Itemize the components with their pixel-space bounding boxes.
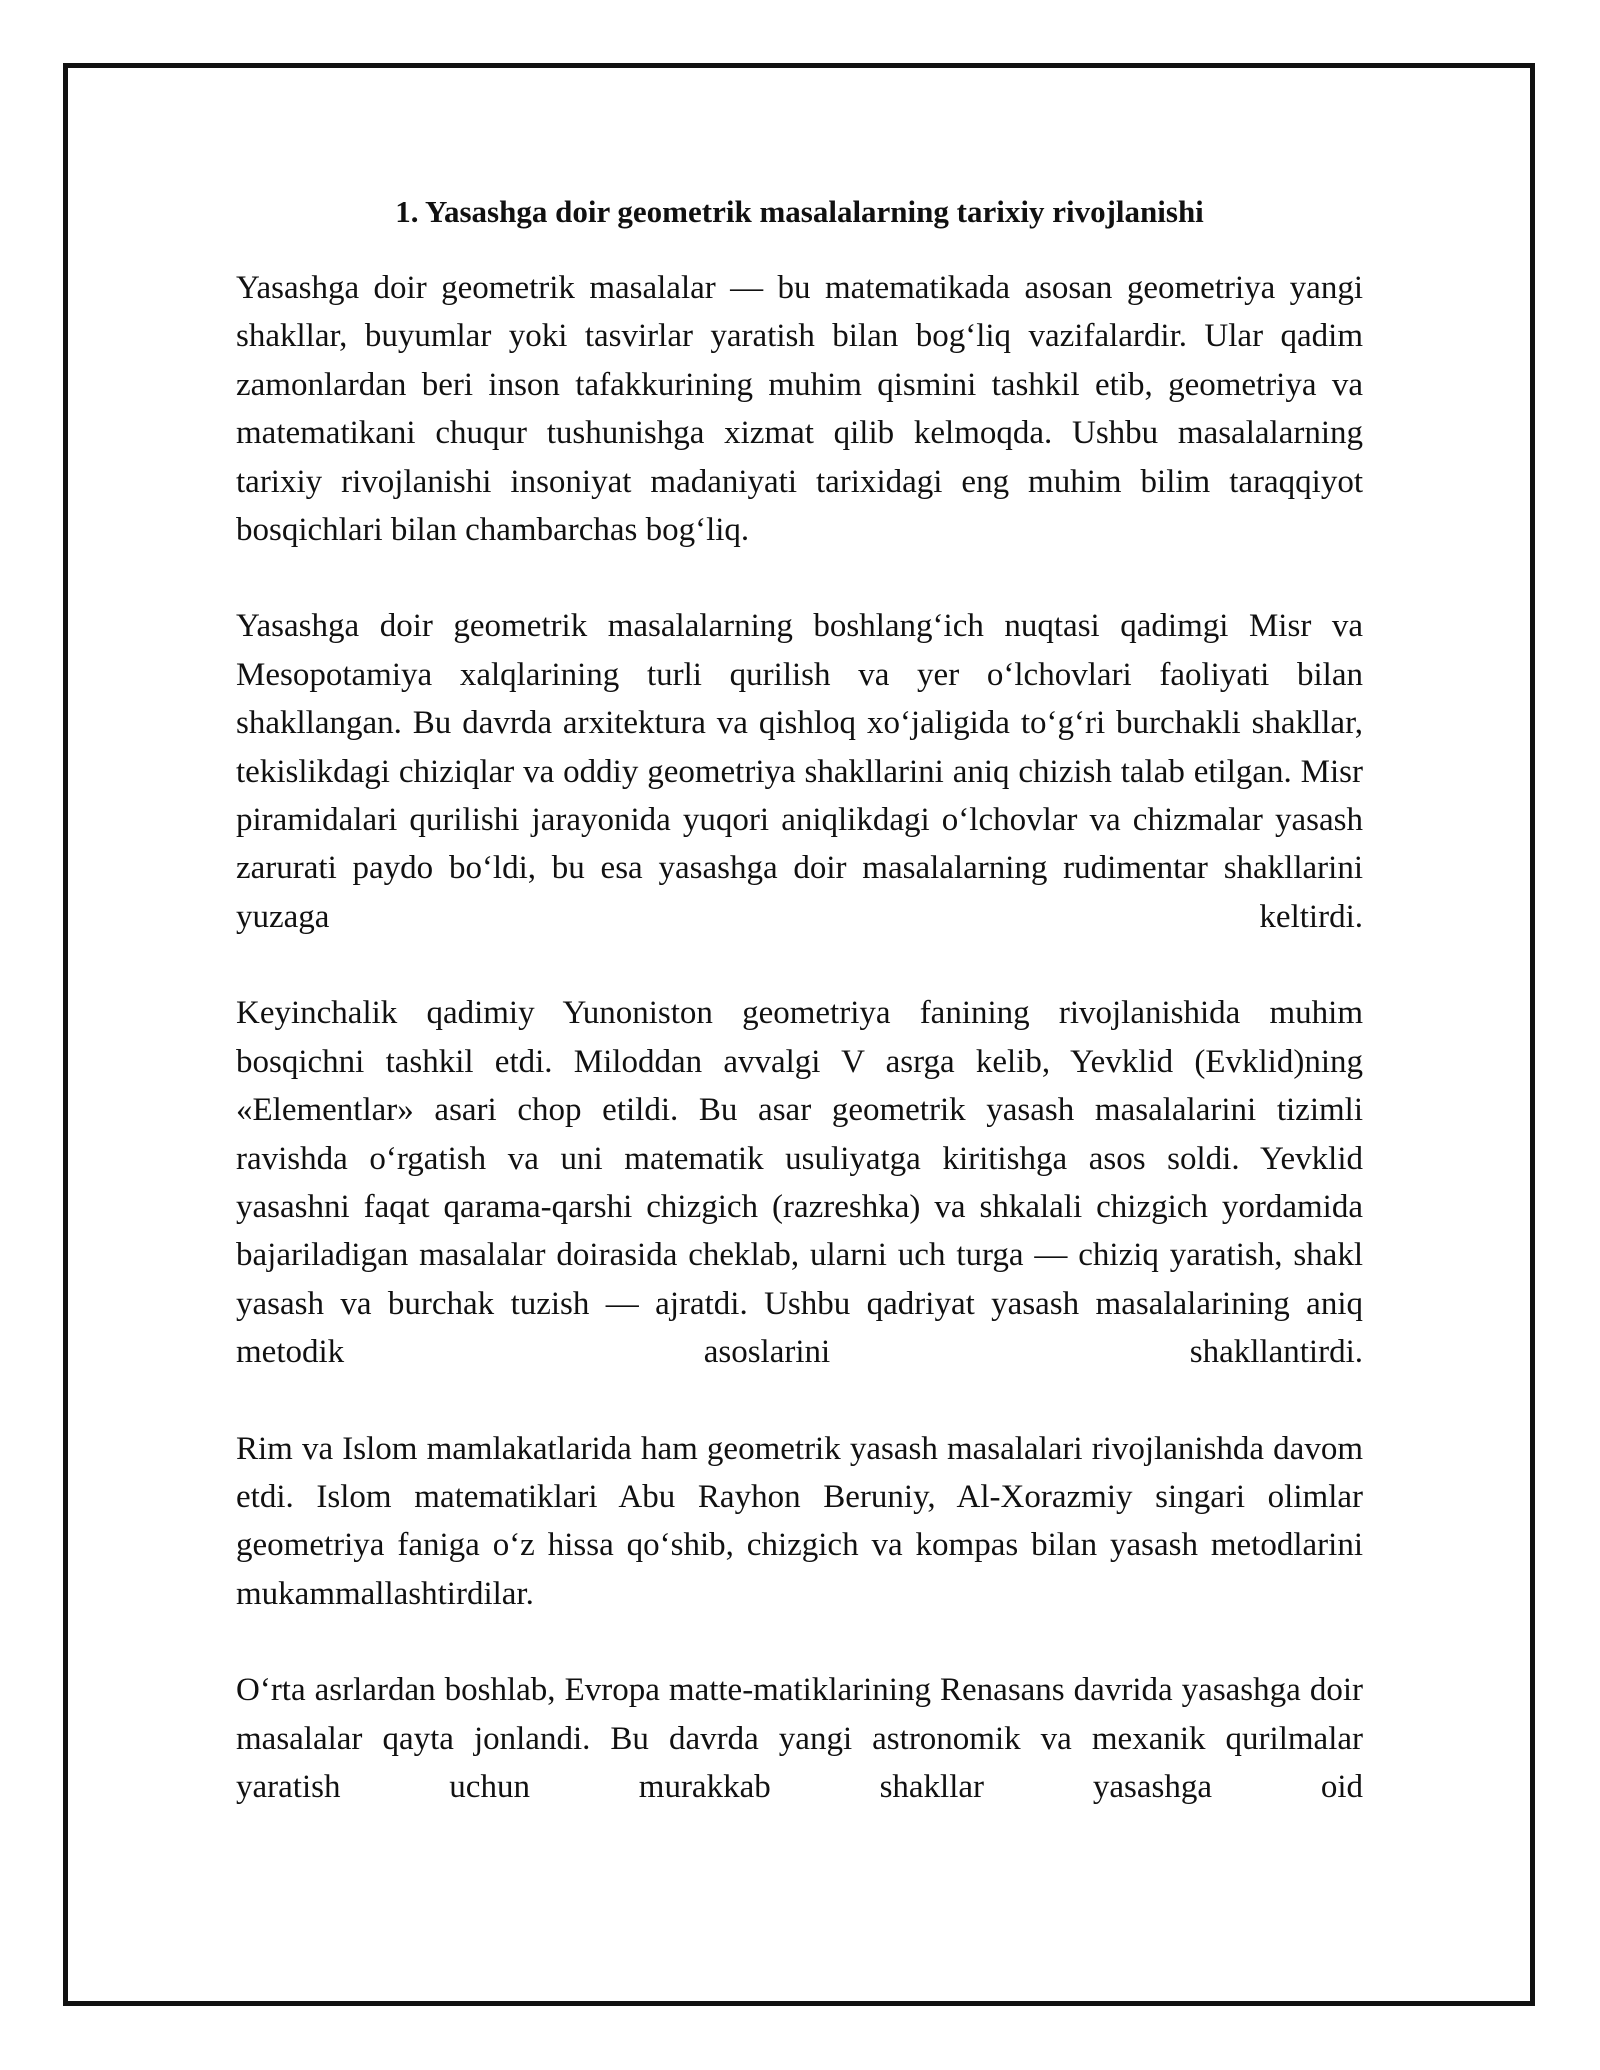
paragraph-1: Yasashga doir geometrik masalalar — bu matematikada asosan geometriya yangi shakllar, buyumlar yoki tasvirlar yaratish bilan bog‘liq vazifalardir. Ular qadim zamonlardan beri inson tafakkurining muhim qismini tashkil etib, geometriya va matematikani chuqur tushunishga xizmat qilib kelmoqda. Ushbu masalalarning tarixiy rivojlanishi insoniyat madaniyati tarixidagi eng muhim bilim taraqqiyot bosqichlari bilan chambarchas bog‘liq. [236, 270, 1363, 549]
paragraph-2: Yasashga doir geometrik masalalarning boshlang‘ich nuqtasi qadimgi Misr va Mesopotamiya xalqlarining turli qurilish va yer o‘lchovlari faoliyati bilan shakllangan. Bu davrda arxitektura va qishloq xo‘jaligida to‘g‘ri burchakli shakllar, tekislikdagi chiziqlar va oddiy geometriya shakllarini aniq chizish talab etilgan. Misr piramidalari qurilishi jarayonida yuqori aniqlikdagi o‘lchovlar va chizmalar yasash zarurati paydo bo‘ldi, bu esa yasashga doir masalalarning rudimentar shakllarini yuzaga keltirdi. [236, 608, 1363, 935]
document-body [236, 192, 1363, 1811]
paragraph-4: Rim va Islom mamlakatlarida ham geometrik yasash masalalari rivojlanishda davom etdi. Islom matematiklari Abu Rayhon Beruniy, Al-Xorazmiy singari olimlar geometriya faniga o‘z hissa qo‘shib, chizgich va kompas bilan yasash metodlarini mukammallashtirdilar. [236, 1430, 1363, 1612]
paragraph-5: O‘rta asrlardan boshlab, Evropa matte-matiklarining Renasans davrida yasashga doir masalalar qayta jonlandi. Bu davrda yangi astronomik va mexanik qurilmalar yaratish uchun murakkab shakllar yasashga oid [236, 1672, 1363, 1805]
paragraph-3: Keyinchalik qadimiy Yunoniston geometriya fanining rivojlanishida muhim bosqichni tashkil etdi. Miloddan avvalgi V asrga kelib, Yevklid (Evklid)ning «Elementlar» asari chop etildi. Bu asar geometrik yasash masalalarini tizimli ravishda o‘rgatish va uni matematik usuliyatga kiritishga asos soldi. Yevklid yasashni faqat qarama-qarshi chizgich (razreshka) va shkalali chizgich yordamida bajariladigan masalalar doirasida cheklab, ularni uch turga — chiziq yaratish, shakl yasash va burchak tuzish — ajratdi. Ushbu qadriyat yasash masalalarining aniq metodik asoslarini shakllantirdi. [236, 995, 1363, 1371]
document-title: 1. Yasashga doir geometrik masalalarning tarixiy rivojlanishi [395, 194, 1204, 229]
